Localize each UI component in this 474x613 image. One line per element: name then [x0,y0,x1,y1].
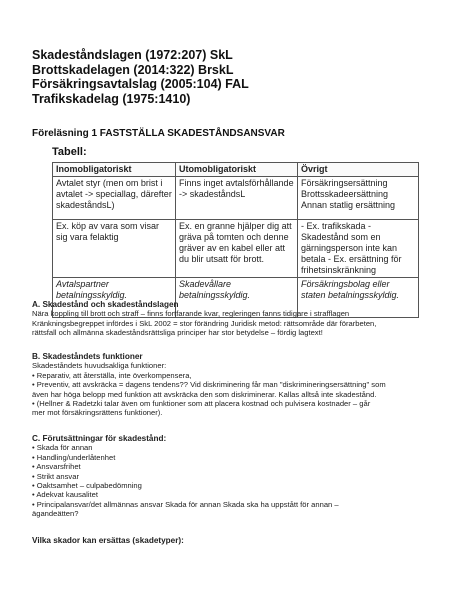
paragraph-line: Skadeståndets huvudsakliga funktioner: [32,361,167,371]
section-c [32,434,448,519]
bullet-item: • Ansvarsfrihet [32,462,81,472]
lecture-title: Föreläsning 1 FASTSTÄLLA SKADESTÅNDSANSVAR [32,128,285,139]
table-cell: - Ex. trafikskada - Skadestånd som en gärningsperson inte kan betala - Ex. ersättning för frihetsinskränkning [298,220,419,278]
table-row [53,220,419,278]
table-cell: Avtalspartner betalningsskyldig. [53,278,176,318]
table-label: Tabell: [52,146,87,158]
bullet-item: • Oaktsamhet – culpabedömning [32,481,142,491]
law-title: Skadeståndslagen (1972:207) SkL [32,48,233,62]
law-title: Trafikskadelag (1975:1410) [32,91,191,106]
column-header: Inomobligatoriskt [53,163,176,177]
bullet-item: • (Hellner & Radetzki talar även om funktioner som att placera kostnad och pulvisera kostnader – går [32,399,371,409]
paragraph-line: rättsfall och allmänna skadeståndsrättsliga principer har stor betydelse – fördig lagtext! [32,328,323,338]
bullet-item: • Preventiv, att avskräcka = dagens tendens?? Vid diskriminering får man "diskrimineringsersättning" som [32,380,386,390]
liability-table [52,162,419,318]
paragraph-line: Kränkningsbegreppet infördes i SkL 2002 = stor förändring Juridisk metod: rättsområde där förarbeten, [32,318,377,328]
bullet-item: • Principalansvar/det allmännas ansvar Skada för annan Skada ska ha uppstått för annan – [32,499,339,509]
table-cell: Försäkringsersättning Brottsskadeersättning Annan statlig ersättning [298,177,419,220]
law-title: Brottskadelagen (2014:322) BrskL [32,62,234,77]
table-cell: Finns inget avtalsförhållande -> skadeståndsL [176,177,298,220]
paragraph-line: Nära koppling till brott och straff – finns fortfarande kvar, regleringen fanns tidigare i strafflagen [32,309,350,319]
section-heading: Vilka skador kan ersättas (skadetyper): [32,536,184,545]
column-header: Övrigt [298,163,419,177]
section-b [32,352,448,418]
column-header: Utomobligatoriskt [176,163,298,177]
bullet-item: • Strikt ansvar [32,471,79,481]
section-heading: B. Skadeståndets funktioner [32,352,143,361]
bullet-item: • Skada för annan [32,443,93,453]
bullet-item: • Handling/underlåtenhet [32,452,116,462]
table-cell: Försäkringsbolag eller staten betalningsskyldig. [298,278,419,318]
paragraph-line: ägandeätten? [32,509,79,519]
table-row [53,177,419,220]
table-cell: Ex. köp av vara som visar sig vara felaktig [53,220,176,278]
section-heading: C. Förutsättningar för skadestånd: [32,434,167,443]
paragraph-line: även har höga belopp med funktion att avskräcka den som diskriminerar. Kallas alltså inte skadestånd. [32,389,377,399]
paragraph-line: mer mot försäkringsrättens funktioner). [32,408,163,418]
section-heading: A. Skadestånd och skadeståndslagen [32,300,179,309]
table-cell: Avtalet styr (men om brist i avtalet -> speciallag, därefter skadeståndsL) [53,177,176,220]
law-list [32,48,249,106]
bullet-item: • Adekvat kausalitet [32,490,98,500]
section-a [32,300,448,338]
law-title: Försäkringsavtalslag (2005:104) FAL [32,77,249,91]
bullet-item: • Reparativ, att återställa, inte överkompensera, [32,370,192,380]
section-d [32,536,448,545]
table-cell: Skadevållare betalningsskyldig. [176,278,298,318]
table-header-row [53,163,419,177]
table-cell: Ex. en granne hjälper dig att gräva på tomten och denne gräver av en kabel eller att du blir utsatt för brott. [176,220,298,278]
